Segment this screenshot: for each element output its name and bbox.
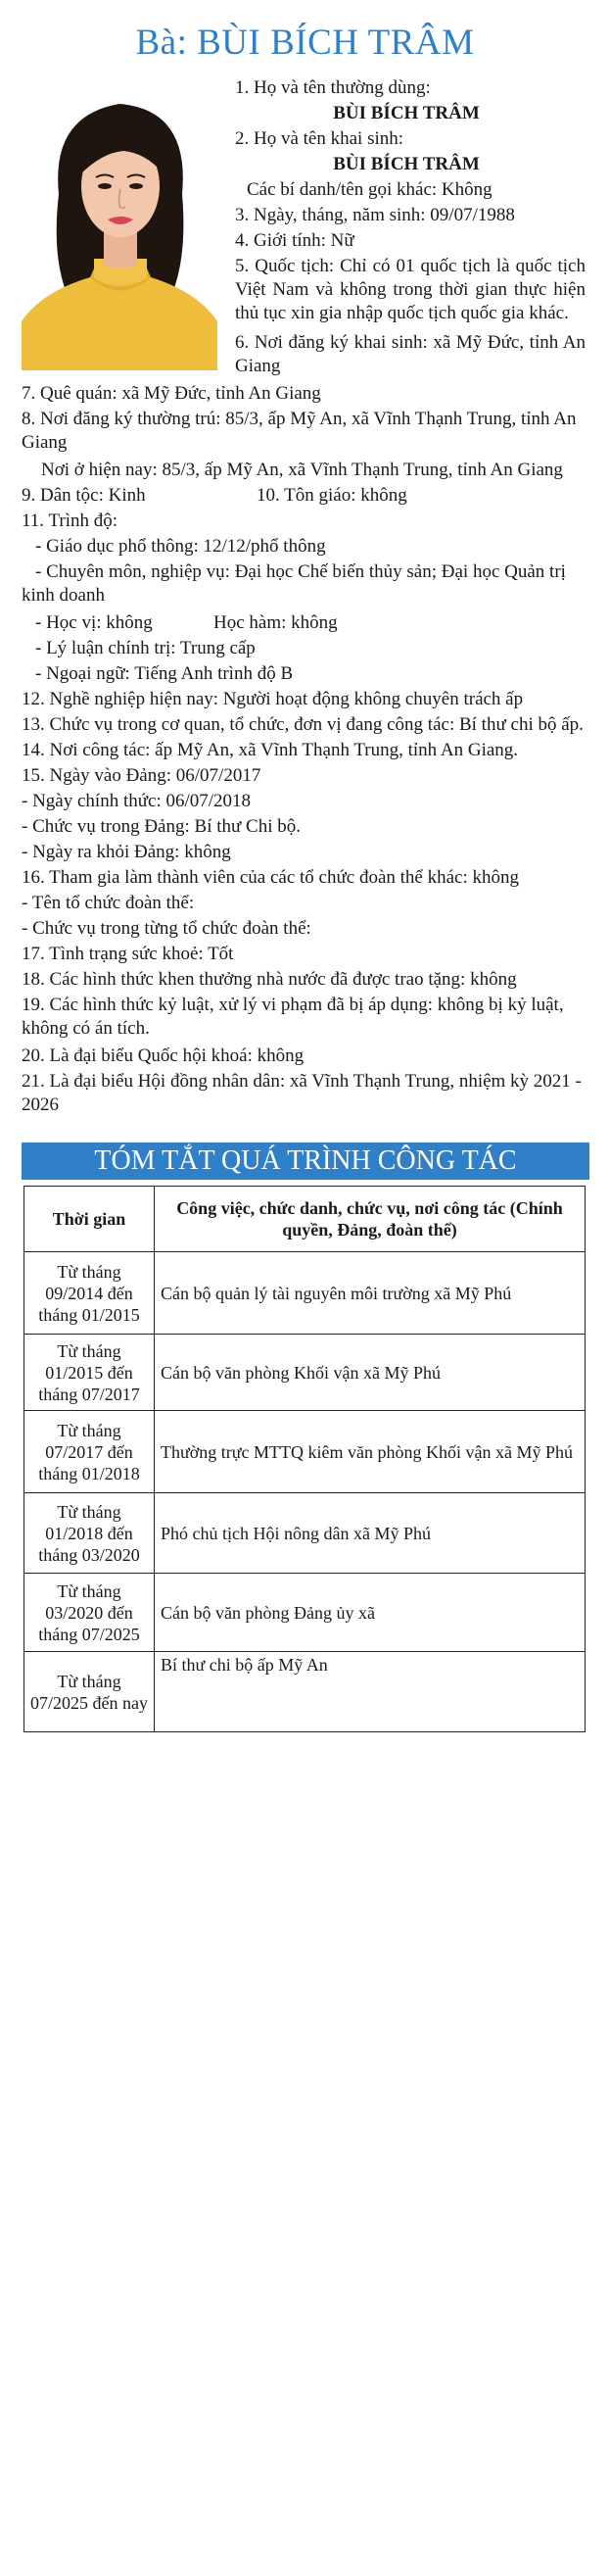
- current-position: 13. Chức vụ trong cơ quan, tổ chức, đơn vị đang công tác: Bí thư chi bộ ấp.: [22, 714, 584, 735]
- time-cell: Từ tháng 01/2018 đến tháng 03/2020: [24, 1493, 155, 1574]
- academic-degree: - Học vị: không: [35, 612, 153, 633]
- party-position: - Chức vụ trong Đảng: Bí thư Chi bộ.: [22, 816, 301, 837]
- org-name: - Tên tổ chức đoàn thể:: [22, 893, 195, 913]
- portrait-photo: [22, 76, 217, 370]
- birth-name-label: 2. Họ và tên khai sinh:: [235, 128, 404, 149]
- awards: 18. Các hình thức khen thưởng nhà nước đã được trao tặng: không: [22, 969, 517, 990]
- table-row: [24, 1335, 586, 1411]
- description-cell: Cán bộ văn phòng Đảng ủy xã: [155, 1574, 586, 1652]
- party-official-date: - Ngày chính thức: 06/07/2018: [22, 791, 252, 811]
- gender: 4. Giới tính: Nữ: [235, 230, 354, 251]
- description-cell: Phó chủ tịch Hội nông dân xã Mỹ Phú: [155, 1493, 586, 1574]
- academic-title: Học hàm: không: [213, 612, 338, 633]
- hometown: 7. Quê quán: xã Mỹ Đức, tỉnh An Giang: [22, 383, 321, 404]
- table-row: [24, 1493, 586, 1574]
- workplace: 14. Nơi công tác: ấp Mỹ An, xã Vĩnh Thạnh Trung, tỉnh An Giang.: [22, 740, 519, 760]
- religion: 10. Tôn giáo: không: [257, 485, 407, 506]
- discipline: 19. Các hình thức kỷ luật, xử lý vi phạm đã bị áp dụng: không bị kỷ luật, không có án tích.: [22, 995, 564, 1039]
- time-cell: Từ tháng 03/2020 đến tháng 07/2025: [24, 1574, 155, 1652]
- column-header-time: Thời gian: [24, 1187, 155, 1252]
- aliases: Các bí danh/tên gọi khác: Không: [247, 179, 493, 200]
- time-cell: Từ tháng 07/2017 đến tháng 01/2018: [24, 1411, 155, 1493]
- table-row: [24, 1574, 586, 1652]
- org-position: - Chức vụ trong từng tổ chức đoàn thể:: [22, 918, 311, 939]
- table-row: [24, 1252, 586, 1335]
- work-history-banner: TÓM TẮT QUÁ TRÌNH CÔNG TÁC: [22, 1142, 589, 1180]
- occupation: 12. Nghề nghiệp hiện nay: Người hoạt động không chuyên trách ấp: [22, 689, 524, 709]
- national-assembly-delegate: 20. Là đại biểu Quốc hội khoá: không: [22, 1045, 305, 1066]
- full-name-label: 1. Họ và tên thường dùng:: [235, 77, 431, 98]
- table-row: [24, 1411, 586, 1493]
- party-leave-date: - Ngày ra khỏi Đảng: không: [22, 842, 231, 862]
- time-cell: Từ tháng 07/2025 đến nay: [24, 1652, 155, 1732]
- table-row: [24, 1652, 586, 1732]
- foreign-language: - Ngoại ngữ: Tiếng Anh trình độ B: [35, 663, 294, 684]
- birth-name: BÙI BÍCH TRÂM: [333, 154, 480, 174]
- portrait-icon: [22, 76, 217, 370]
- page-title: Bà: BÙI BÍCH TRÂM: [135, 23, 475, 63]
- description-cell: Cán bộ quản lý tài nguyên môi trường xã Mỹ Phú: [155, 1252, 586, 1335]
- birth-registration-place: 6. Nơi đăng ký khai sinh: xã Mỹ Đức, tỉnh An Giang: [235, 332, 586, 376]
- current-residence: Nơi ở hiện nay: 85/3, ấp Mỹ An, xã Vĩnh Thạnh Trung, tỉnh An Giang: [41, 460, 563, 480]
- column-header-description: Công việc, chức danh, chức vụ, nơi công tác (Chính quyền, Đảng, đoàn thể): [155, 1187, 586, 1252]
- time-cell: Từ tháng 01/2015 đến tháng 07/2017: [24, 1335, 155, 1411]
- ethnicity: 9. Dân tộc: Kinh: [22, 485, 146, 506]
- time-cell: Từ tháng 09/2014 đến tháng 01/2015: [24, 1252, 155, 1335]
- general-education: - Giáo dục phổ thông: 12/12/phổ thông: [35, 536, 326, 557]
- description-cell: Cán bộ văn phòng Khối vận xã Mỹ Phú: [155, 1335, 586, 1411]
- date-of-birth: 3. Ngày, tháng, năm sinh: 09/07/1988: [235, 205, 515, 225]
- permanent-residence: 8. Nơi đăng ký thường trú: 85/3, ấp Mỹ An, xã Vĩnh Thạnh Trung, tỉnh An Giang: [22, 409, 577, 453]
- education-header: 11. Trình độ:: [22, 510, 118, 531]
- full-name: BÙI BÍCH TRÂM: [333, 103, 480, 123]
- org-membership: 16. Tham gia làm thành viên của các tổ chức đoàn thể khác: không: [22, 867, 519, 888]
- professional-qualification: - Chuyên môn, nghiệp vụ: Đại học Chế biến thủy sản; Đại học Quản trị kinh doanh: [22, 561, 566, 606]
- table-header-row: [24, 1187, 586, 1252]
- party-join-date: 15. Ngày vào Đảng: 06/07/2017: [22, 765, 261, 786]
- peoples-council-delegate: 21. Là đại biểu Hội đồng nhân dân: xã Vĩnh Thạnh Trung, nhiệm kỳ 2021 - 2026: [22, 1071, 582, 1115]
- description-cell: Bí thư chi bộ ấp Mỹ An: [155, 1652, 586, 1732]
- nationality: 5. Quốc tịch: Chỉ có 01 quốc tịch là quốc tịch Việt Nam và không trong thời gian thực hiện thủ tục xin gia nhập quốc tịch quốc gia khác.: [235, 256, 586, 323]
- description-cell: Thường trực MTTQ kiêm văn phòng Khối vận xã Mỹ Phú: [155, 1411, 586, 1493]
- health-status: 17. Tình trạng sức khoẻ: Tốt: [22, 944, 234, 964]
- work-history-table: [23, 1186, 586, 1732]
- political-theory: - Lý luận chính trị: Trung cấp: [35, 638, 256, 658]
